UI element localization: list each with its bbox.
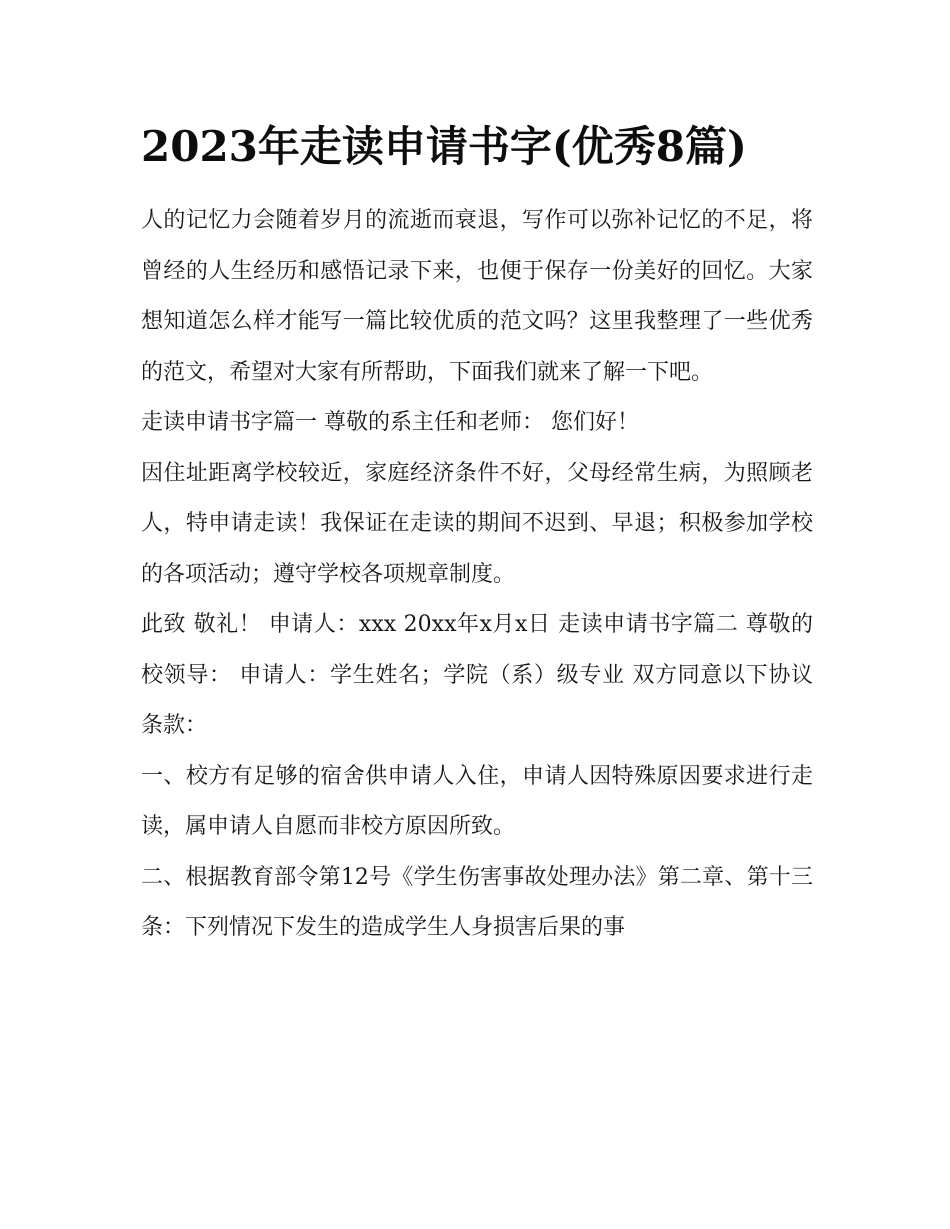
paragraph-closing: 此致 敬礼！ 申请人：xxx 20xx年x月x日 走读申请书字篇二 尊敬的校领导： 申请人：学生姓名；学院（系）级专业 双方同意以下协议条款： <box>141 612 813 738</box>
paragraph-clause-two: 二、根据教育部令第12号《学生伤害事故处理办法》第二章、第十三条：下列情况下发生的造成学生人身损害后果的事 <box>141 864 813 940</box>
document-body <box>141 112 813 954</box>
paragraph-intro: 人的记忆力会随着岁月的流逝而衰退，写作可以弥补记忆的不足，将曾经的人生经历和感悟记录下来，也便于保存一份美好的回忆。大家想知道怎么样才能写一篇比较优质的范文吗？这里我整理了一些优秀的范文，希望对大家有所帮助，下面我们就来了解一下吧。 <box>141 208 813 385</box>
paragraph-clause-one: 一、校方有足够的宿舍供申请人入住，申请人因特殊原因要求进行走读，属申请人自愿而非校方原因所致。 <box>141 763 813 839</box>
paragraph-salutation: 走读申请书字篇一 尊敬的系主任和老师： 您们好！ <box>141 410 639 435</box>
paragraph-reason: 因住址距离学校较近，家庭经济条件不好，父母经常生病，为照顾老人，特申请走读！我保证在走读的期间不迟到、早退；积极参加学校的各项活动；遵守学校各项规章制度。 <box>141 460 813 587</box>
document-title: 2023年走读申请书字(优秀8篇) <box>141 122 747 171</box>
